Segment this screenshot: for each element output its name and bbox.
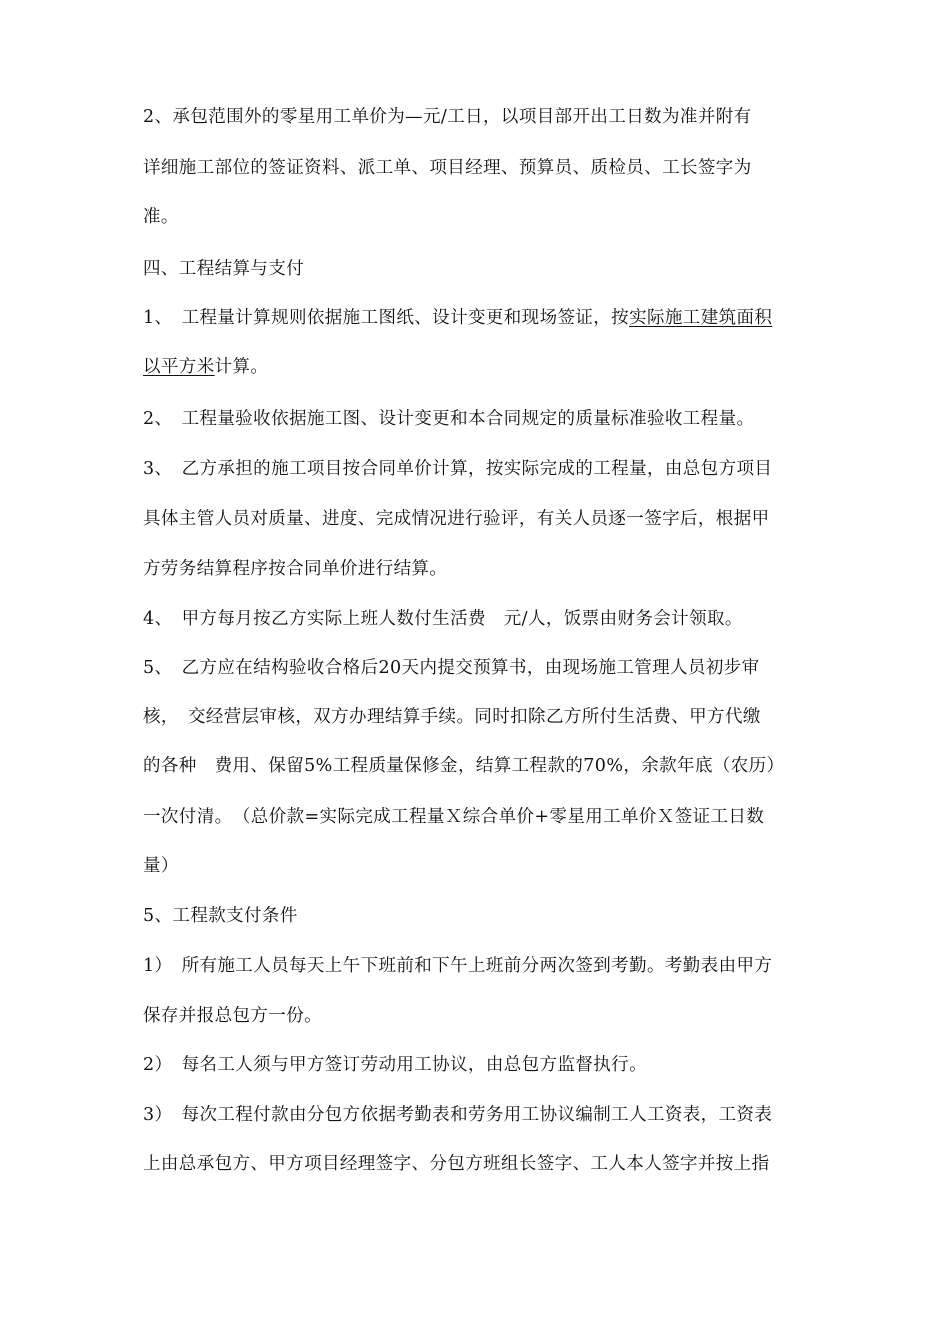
- item-3-line-2: 具体主管人员对质量、进度、完成情况进行验评，有关人员逐一签字后，根据甲: [143, 509, 770, 529]
- section-heading-settlement: 四、工程结算与支付: [143, 259, 305, 279]
- paragraph-2-line-3: 准。: [143, 207, 179, 227]
- paragraph-2-line-2: 详细施工部位的签证资料、派工单、项目经理、预算员、质检员、工长签字为: [143, 158, 752, 178]
- item-5-line-2: 核， 交经营层审核，双方办理结算手续。同时扣除乙方所付生活费、甲方代缴: [143, 707, 761, 727]
- paragraph-2-line-1: 2、承包范围外的零星用工单价为—元/工日，以项目部开出工日数为准并附有: [143, 107, 752, 127]
- item-1-underlined-unit: 以平方米: [143, 357, 215, 377]
- condition-3-line-2: 上由总承包方、甲方项目经理签字、分包方班组长签字、工人本人签字并按上指: [143, 1154, 770, 1174]
- item-5-line-1: 5、 乙方应在结构验收合格后20天内提交预算书，由现场施工管理人员初步审: [143, 658, 760, 678]
- item-3-line-3: 方劳务结算程序按合同单价进行结算。: [143, 559, 448, 579]
- item-1-line-1: [143, 306, 772, 330]
- item-2-line-1: 2、 工程量验收依据施工图、设计变更和本合同规定的质量标准验收工程量。: [143, 409, 755, 429]
- item-1-underlined-text: 实际施工建筑面积: [629, 308, 773, 328]
- condition-1-line-1: 1） 所有施工人员每天上午下班前和下午上班前分两次签到考勤。考勤表由甲方: [143, 956, 773, 976]
- condition-3-line-1: 3） 每次工程付款由分包方依据考勤表和劳务用工协议编制工人工资表，工资表: [143, 1105, 773, 1125]
- item-5-line-4: 一次付清。 （总价款=实际完成工程量Ｘ综合单价+零星用工单价Ｘ签证工日数: [143, 807, 765, 827]
- item-5-line-5: 量）: [143, 856, 179, 876]
- condition-1-line-2: 保存并报总包方一份。: [143, 1006, 322, 1026]
- item-1-text: 1、 工程量计算规则依据施工图纸、设计变更和现场签证，按: [143, 308, 630, 328]
- payment-conditions-heading: 5、工程款支付条件: [143, 906, 298, 926]
- item-1-line-2: [143, 355, 268, 379]
- item-1-text-end: 计算。: [214, 357, 269, 377]
- item-3-line-1: 3、 乙方承担的施工项目按合同单价计算，按实际完成的工程量，由总包方项目: [143, 459, 773, 479]
- condition-2-line-1: 2） 每名工人须与甲方签订劳动用工协议，由总包方监督执行。: [143, 1055, 647, 1075]
- item-4-line-1: 4、 甲方每月按乙方实际上班人数付生活费 元/人，饭票由财务会计领取。: [143, 609, 743, 629]
- item-5-line-3: 的各种 费用、保留5%工程质量保修金，结算工程款的70%，余款年底（农历）: [143, 756, 785, 776]
